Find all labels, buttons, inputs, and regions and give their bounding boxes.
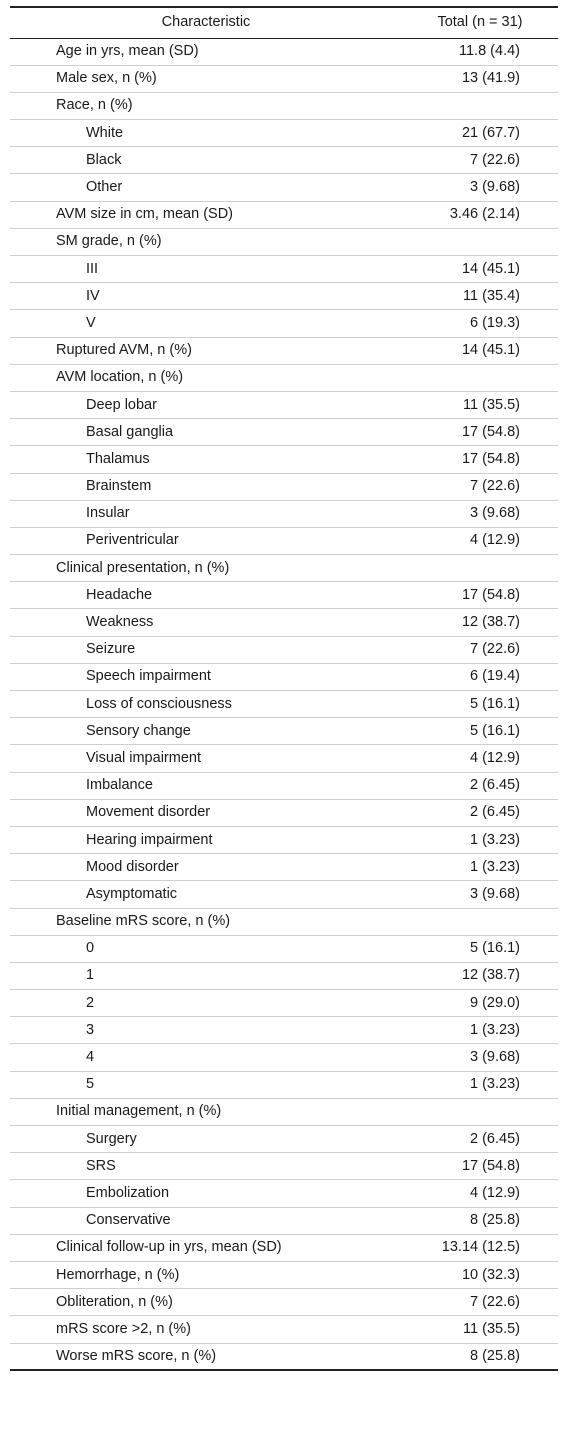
table-row [10,908,558,935]
table-row [10,1234,558,1261]
table-row [10,228,558,255]
row-total: 1 (3.23) [402,1017,558,1044]
row-characteristic: Other [10,174,402,201]
row-total: 2 (6.45) [402,799,558,826]
table-row [10,1261,558,1288]
table-row [10,772,558,799]
row-total: 11 (35.5) [402,391,558,418]
row-total: 14 (45.1) [402,337,558,364]
row-characteristic: 5 [10,1071,402,1098]
table-row [10,1017,558,1044]
table-row [10,1316,558,1343]
table-row [10,527,558,554]
row-total: 10 (32.3) [402,1261,558,1288]
table-row [10,391,558,418]
row-total: 12 (38.7) [402,609,558,636]
row-characteristic: Black [10,147,402,174]
row-total: 12 (38.7) [402,962,558,989]
table-row [10,962,558,989]
row-characteristic: Hemorrhage, n (%) [10,1261,402,1288]
row-characteristic: Clinical follow-up in yrs, mean (SD) [10,1234,402,1261]
row-total: 1 (3.23) [402,1071,558,1098]
row-total: 17 (54.8) [402,582,558,609]
row-total: 1 (3.23) [402,854,558,881]
table-row [10,663,558,690]
row-total: 4 (12.9) [402,527,558,554]
table-row [10,609,558,636]
table-row [10,473,558,500]
table-row [10,636,558,663]
table-row [10,1289,558,1316]
table-row [10,990,558,1017]
table-row [10,1153,558,1180]
table-row [10,1071,558,1098]
row-characteristic: Seizure [10,636,402,663]
row-total: 8 (25.8) [402,1343,558,1370]
row-characteristic: Weakness [10,609,402,636]
row-characteristic: Brainstem [10,473,402,500]
table-row [10,500,558,527]
row-characteristic: III [10,256,402,283]
row-total: 21 (67.7) [402,120,558,147]
row-characteristic: Race, n (%) [10,92,402,119]
table-row [10,881,558,908]
row-total: 5 (16.1) [402,691,558,718]
row-characteristic: Worse mRS score, n (%) [10,1343,402,1370]
row-characteristic: Visual impairment [10,745,402,772]
row-total: 3 (9.68) [402,881,558,908]
row-total [402,908,558,935]
row-characteristic: Age in yrs, mean (SD) [10,38,402,65]
row-total: 14 (45.1) [402,256,558,283]
row-total [402,92,558,119]
characteristics-table-container [10,6,558,1371]
row-total: 7 (22.6) [402,1289,558,1316]
row-characteristic: Male sex, n (%) [10,65,402,92]
row-characteristic: Movement disorder [10,799,402,826]
table-row [10,555,558,582]
table-row [10,691,558,718]
row-total: 8 (25.8) [402,1207,558,1234]
row-characteristic: AVM size in cm, mean (SD) [10,201,402,228]
row-characteristic: Surgery [10,1126,402,1153]
row-total: 5 (16.1) [402,935,558,962]
row-characteristic: Sensory change [10,718,402,745]
row-total: 9 (29.0) [402,990,558,1017]
row-total [402,228,558,255]
row-total: 3 (9.68) [402,1044,558,1071]
table-body [10,38,558,1370]
row-total: 3 (9.68) [402,174,558,201]
table-row [10,65,558,92]
row-characteristic: Insular [10,500,402,527]
row-total [402,555,558,582]
row-total: 6 (19.3) [402,310,558,337]
row-characteristic: 3 [10,1017,402,1044]
row-total: 11 (35.4) [402,283,558,310]
row-total: 7 (22.6) [402,636,558,663]
row-characteristic: Clinical presentation, n (%) [10,555,402,582]
row-total: 4 (12.9) [402,745,558,772]
row-characteristic: Loss of consciousness [10,691,402,718]
row-characteristic: 0 [10,935,402,962]
row-characteristic: Basal ganglia [10,419,402,446]
header-row [10,7,558,38]
table-row [10,364,558,391]
table-row [10,446,558,473]
row-characteristic: Initial management, n (%) [10,1098,402,1125]
header-total: Total (n = 31) [402,7,558,38]
row-characteristic: SM grade, n (%) [10,228,402,255]
row-characteristic: Mood disorder [10,854,402,881]
row-total: 3.46 (2.14) [402,201,558,228]
row-total: 4 (12.9) [402,1180,558,1207]
row-total: 11 (35.5) [402,1316,558,1343]
row-characteristic: 2 [10,990,402,1017]
row-characteristic: IV [10,283,402,310]
table-row [10,854,558,881]
row-total: 7 (22.6) [402,473,558,500]
table-row [10,1343,558,1370]
table-row [10,1126,558,1153]
table-row [10,120,558,147]
row-characteristic: mRS score >2, n (%) [10,1316,402,1343]
table-row [10,337,558,364]
row-characteristic: V [10,310,402,337]
row-total: 1 (3.23) [402,826,558,853]
row-characteristic: Headache [10,582,402,609]
table-row [10,147,558,174]
row-total: 17 (54.8) [402,1153,558,1180]
table-row [10,1044,558,1071]
table-row [10,935,558,962]
table-row [10,38,558,65]
row-total: 5 (16.1) [402,718,558,745]
table-row [10,1207,558,1234]
table-row [10,718,558,745]
table-row [10,799,558,826]
row-total [402,1098,558,1125]
row-characteristic: AVM location, n (%) [10,364,402,391]
row-characteristic: Asymptomatic [10,881,402,908]
row-characteristic: Obliteration, n (%) [10,1289,402,1316]
row-total: 2 (6.45) [402,1126,558,1153]
row-characteristic: Speech impairment [10,663,402,690]
row-characteristic: Deep lobar [10,391,402,418]
row-characteristic: Hearing impairment [10,826,402,853]
row-total: 17 (54.8) [402,419,558,446]
table-row [10,745,558,772]
row-characteristic: SRS [10,1153,402,1180]
table-row [10,419,558,446]
row-characteristic: Periventricular [10,527,402,554]
table-row [10,1098,558,1125]
row-total: 13 (41.9) [402,65,558,92]
table-row [10,92,558,119]
table-row [10,826,558,853]
row-characteristic: Embolization [10,1180,402,1207]
row-total: 3 (9.68) [402,500,558,527]
table-row [10,174,558,201]
table-row [10,1180,558,1207]
table-header [10,7,558,38]
row-characteristic: Baseline mRS score, n (%) [10,908,402,935]
row-total: 6 (19.4) [402,663,558,690]
row-characteristic: 4 [10,1044,402,1071]
table-row [10,283,558,310]
row-characteristic: White [10,120,402,147]
row-total: 11.8 (4.4) [402,38,558,65]
characteristics-table [10,6,558,1371]
row-total: 2 (6.45) [402,772,558,799]
row-characteristic: 1 [10,962,402,989]
table-row [10,310,558,337]
row-total: 7 (22.6) [402,147,558,174]
row-characteristic: Imbalance [10,772,402,799]
row-total [402,364,558,391]
table-row [10,582,558,609]
row-total: 13.14 (12.5) [402,1234,558,1261]
row-characteristic: Ruptured AVM, n (%) [10,337,402,364]
header-characteristic: Characteristic [10,7,402,38]
row-characteristic: Thalamus [10,446,402,473]
table-row [10,256,558,283]
row-total: 17 (54.8) [402,446,558,473]
table-row [10,201,558,228]
row-characteristic: Conservative [10,1207,402,1234]
